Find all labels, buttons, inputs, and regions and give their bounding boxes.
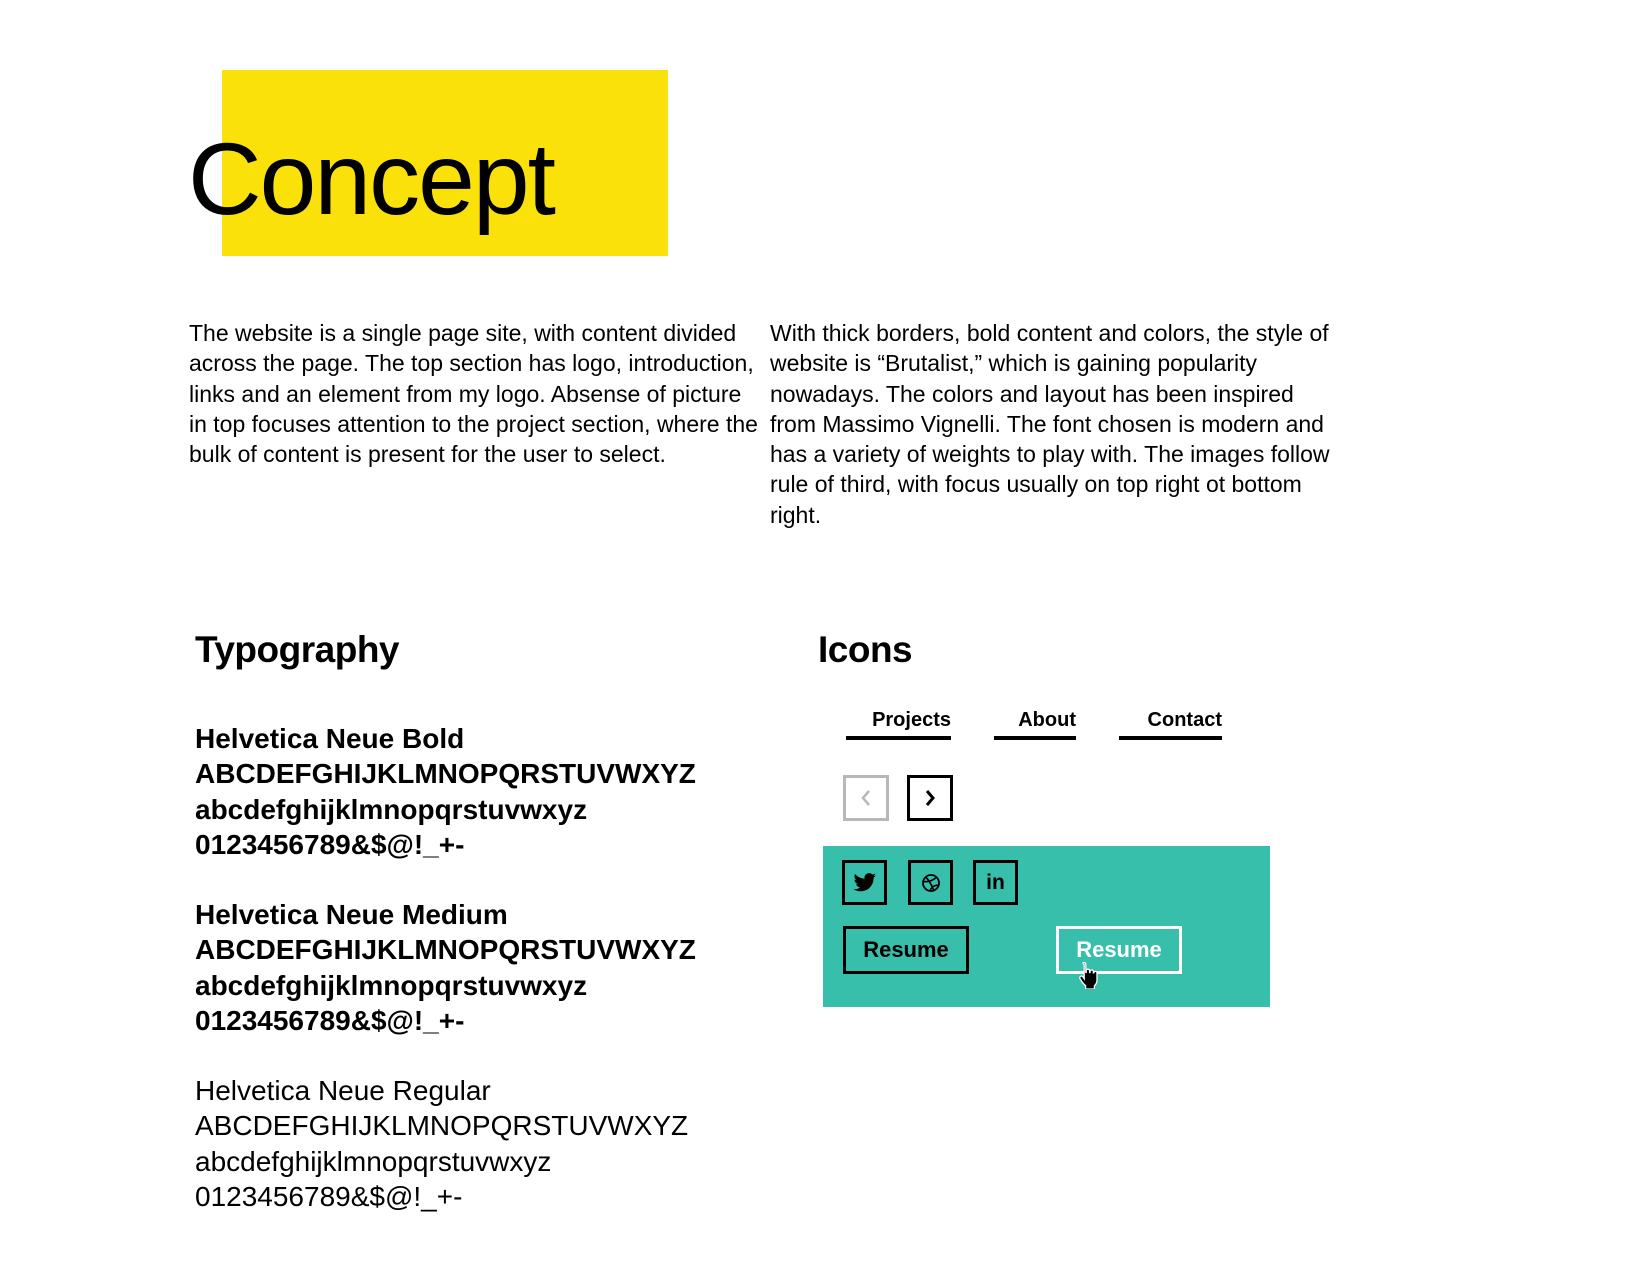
concept-paragraph-right: With thick borders, bold content and colors, the style of website is “Brutalist,” which is gaining popularity nowadays. The colors and layout has been inspired from Massimo Vignelli. The font chosen is modern and has a variety of weights to play with. The images follow rule of third, with focus usually on top right ot bottom right. <box>770 320 1330 528</box>
nav-link-projects[interactable]: Projects <box>846 708 951 740</box>
concept-title: Concept <box>188 122 554 236</box>
hand-pointer-icon <box>1078 961 1100 989</box>
specimen-bold-lower: abcdefghijklmnopqrstuvwxyz <box>195 793 588 825</box>
specimen-regular-lower: abcdefghijklmnopqrstuvwxyz <box>195 1145 552 1177</box>
specimen-regular-upper: ABCDEFGHIJKLMNOPQRSTUVWXYZ <box>195 1110 689 1142</box>
linkedin-icon: in <box>986 871 1005 894</box>
specimen-medium <box>195 897 696 1038</box>
twitter-button[interactable] <box>842 860 887 905</box>
linkedin-button[interactable] <box>973 860 1018 905</box>
icons-heading: Icons <box>818 629 913 670</box>
specimen-bold-digits: 0123456789&$@!_+- <box>195 828 465 860</box>
resume-button-hover[interactable]: Resume <box>1056 926 1182 974</box>
social-resume-panel <box>823 846 1270 1007</box>
specimen-bold <box>195 721 696 862</box>
specimen-bold-name: Helvetica Neue Bold <box>195 723 465 754</box>
typography-heading: Typography <box>195 629 399 670</box>
specimen-bold-upper: ABCDEFGHIJKLMNOPQRSTUVWXYZ <box>195 758 696 790</box>
nav-link-contact[interactable]: Contact <box>1119 708 1222 740</box>
specimen-medium-name: Helvetica Neue Medium <box>195 899 508 930</box>
resume-button[interactable]: Resume <box>843 926 969 974</box>
twitter-icon <box>853 873 877 893</box>
dribbble-button[interactable] <box>908 860 953 905</box>
nav-link-about[interactable]: About <box>994 708 1076 740</box>
specimen-regular-name: Helvetica Neue Regular <box>195 1075 491 1106</box>
chevron-left-icon <box>859 788 873 808</box>
specimen-regular-digits: 0123456789&$@!_+- <box>195 1180 463 1212</box>
chevron-right-icon <box>923 788 937 808</box>
concept-paragraph-left: The website is a single page site, with content divided across the page. The top section has logo, introduction, links and an element from my logo. Absense of picture in top focuses attention to the project section, where the bulk of content is present for the user to select. <box>189 320 758 468</box>
specimen-medium-lower: abcdefghijklmnopqrstuvwxyz <box>195 969 588 1001</box>
dribbble-icon <box>921 873 941 893</box>
specimen-medium-digits: 0123456789&$@!_+- <box>195 1004 465 1036</box>
specimen-regular <box>195 1073 688 1214</box>
next-arrow-button[interactable] <box>907 775 953 821</box>
prev-arrow-button[interactable] <box>843 775 889 821</box>
specimen-medium-upper: ABCDEFGHIJKLMNOPQRSTUVWXYZ <box>195 934 696 966</box>
